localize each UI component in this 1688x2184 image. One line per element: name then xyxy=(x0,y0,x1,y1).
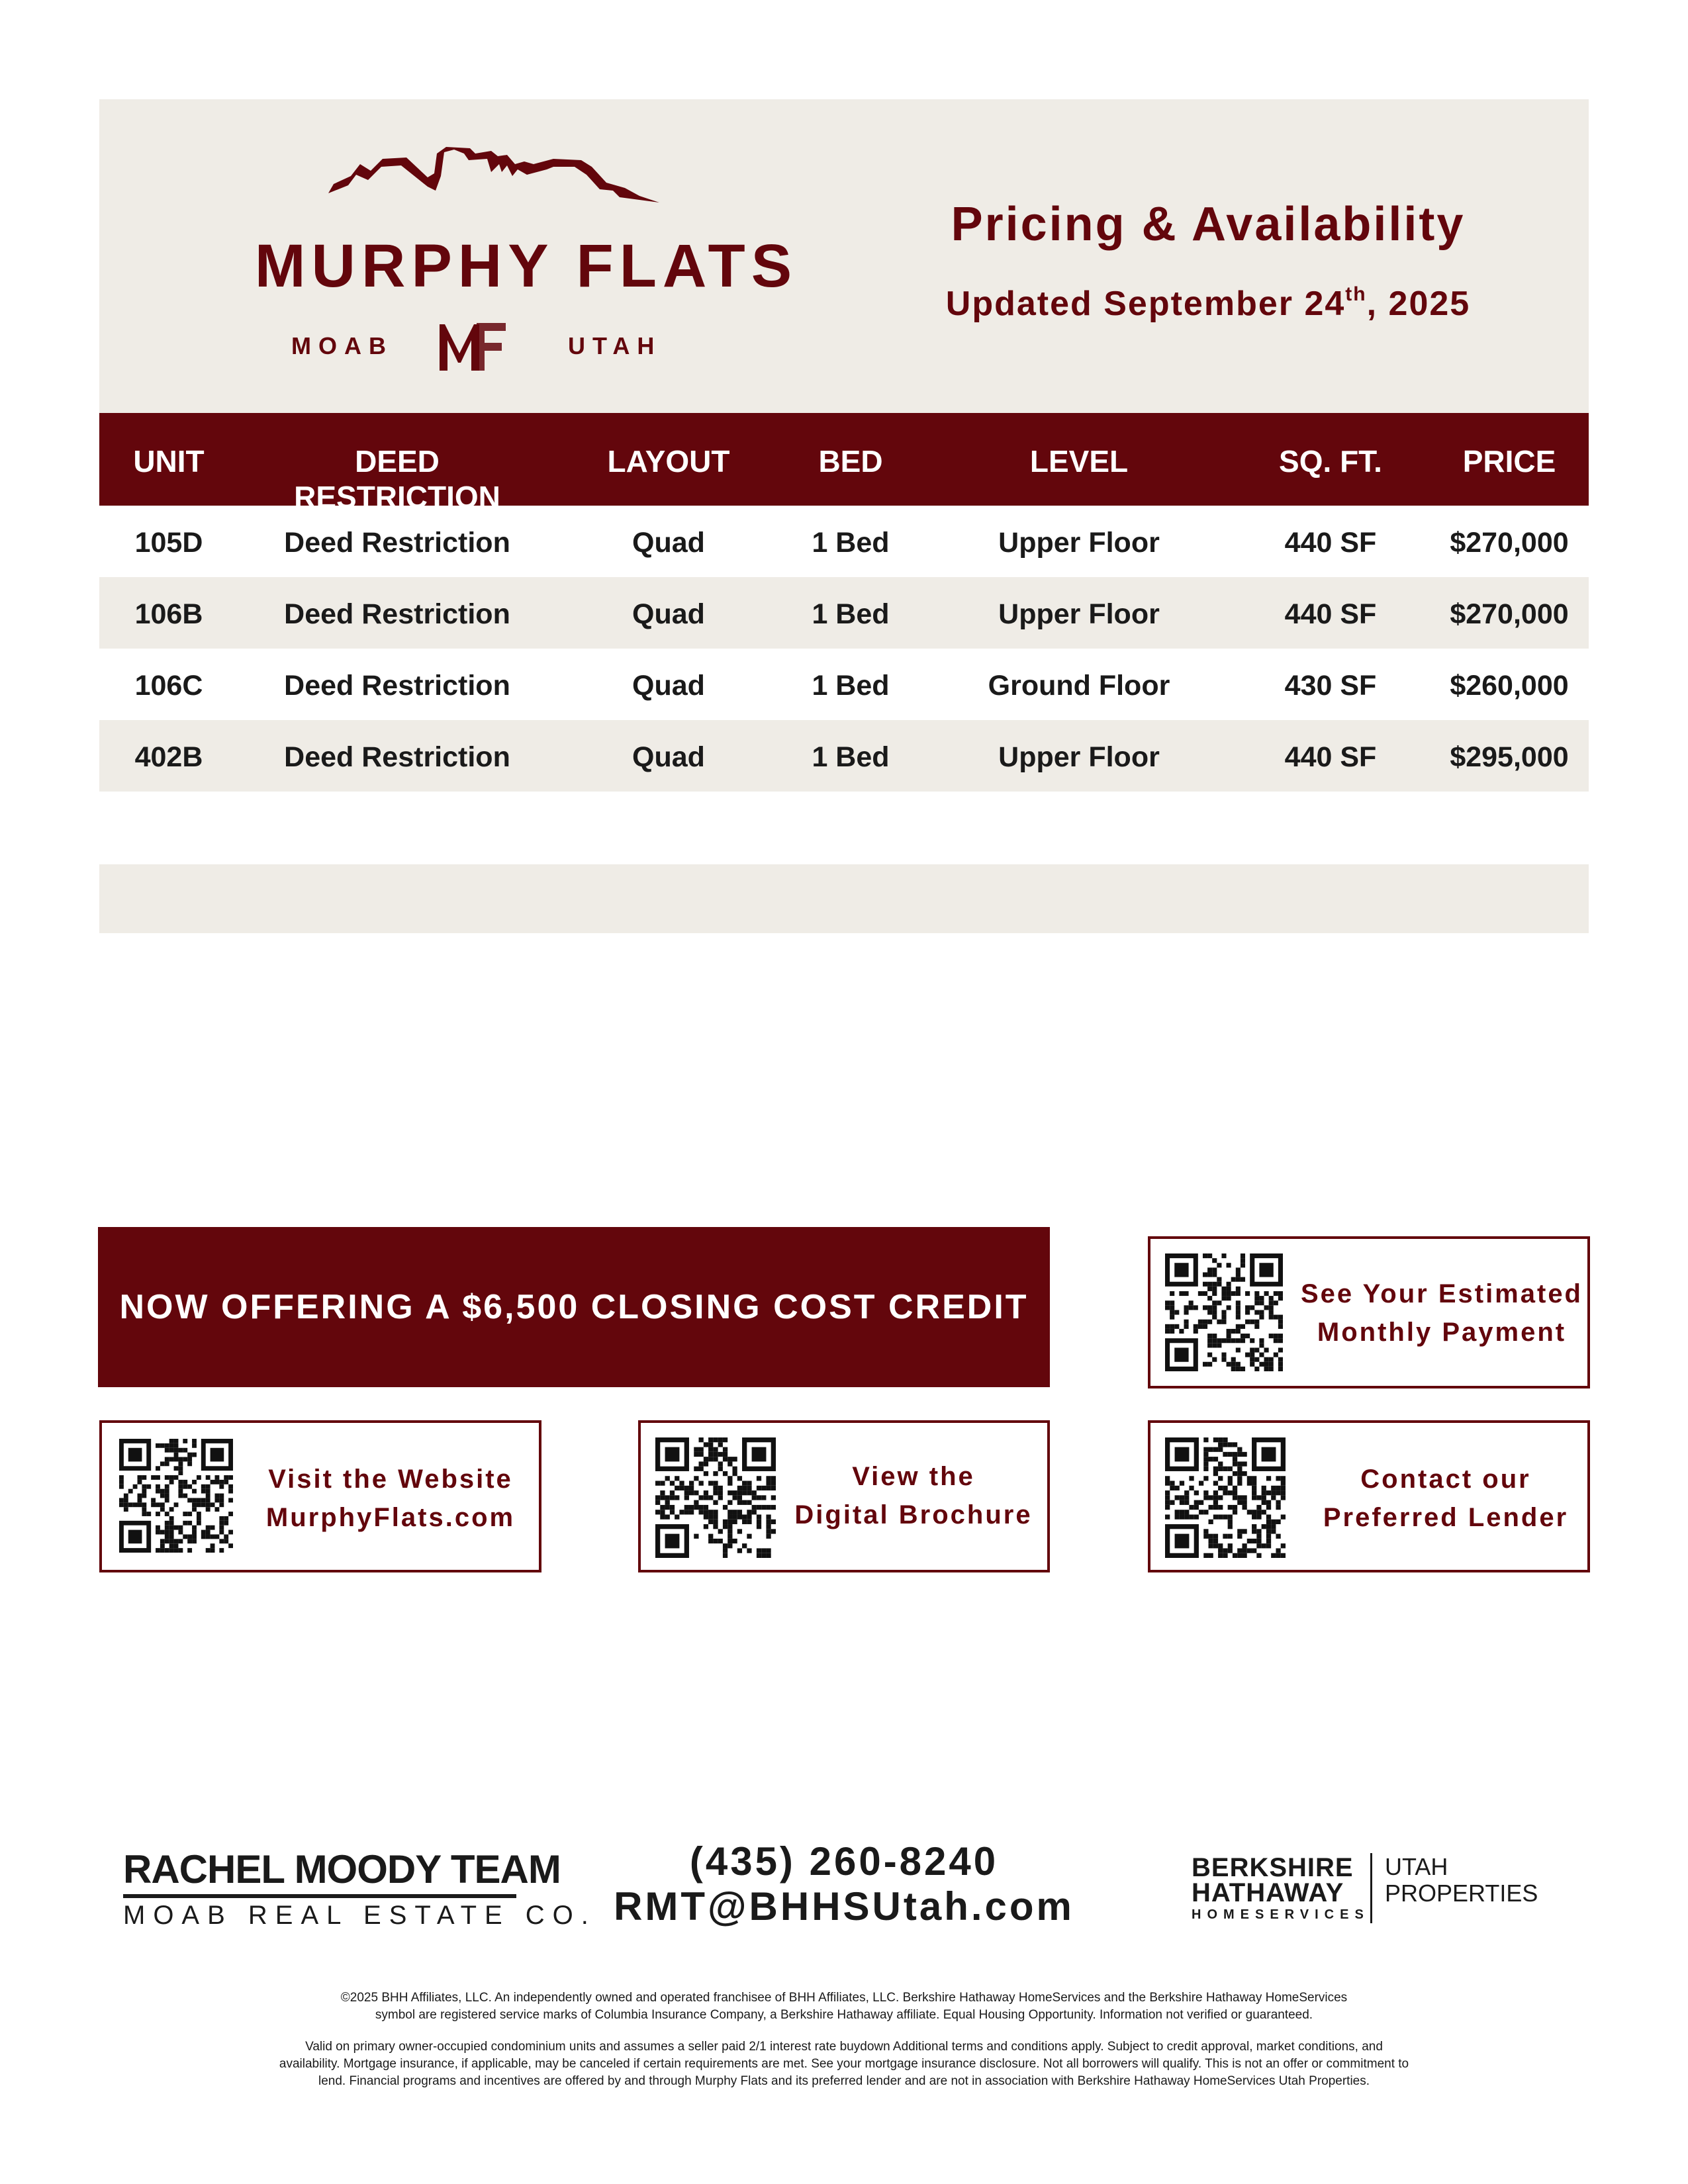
updated-date: Updated September 24th, 2025 xyxy=(945,283,1471,323)
cell-bed: 1 Bed xyxy=(812,527,890,559)
logo-title: MURPHY FLATS xyxy=(254,232,798,300)
legal-terms: Valid on primary owner-occupied condominium units and assumes a seller paid 2/1 interest rate buydown Additional terms and conditions apply. Subject to credit approval, market conditions, and availability. Mortgage insurance, if applicable, may be canceled if certain requirements are met. See your mortgage insurance disclosure. Not all borrowers will qualify. This is not an offer or commitment to lend. Financial programs and incentives are offered by and through Murphy Flats and its preferred lender and are not in association with Berkshire Hathaway HomeServices Utah Properties. xyxy=(279,2040,1409,2088)
cell-layout: Quad xyxy=(632,598,705,630)
cell-deed: Deed Restriction xyxy=(284,598,510,630)
table-row xyxy=(99,720,1589,792)
column-header-price: PRICE xyxy=(1462,444,1556,478)
cell-price: $270,000 xyxy=(1450,598,1569,630)
column-header-deed: DEED RESTRICTION xyxy=(294,444,500,514)
column-header-bed: BED xyxy=(818,444,883,478)
cell-price: $295,000 xyxy=(1450,741,1569,773)
cell-bed: 1 Bed xyxy=(812,598,890,630)
qr-card-website[interactable] xyxy=(99,1420,541,1572)
header-band xyxy=(99,99,1589,413)
page-title: Pricing & Availability xyxy=(951,198,1466,251)
qr-card-brochure[interactable] xyxy=(638,1420,1050,1572)
column-header-layout: LAYOUT xyxy=(607,444,730,478)
team-subtitle: MOAB REAL ESTATE CO. xyxy=(123,1901,596,1930)
cell-bed: 1 Bed xyxy=(812,670,890,702)
qr-card-label: See Your Estimated Monthly Payment xyxy=(1301,1279,1583,1347)
column-header-unit: UNIT xyxy=(133,444,205,478)
contact-phone[interactable]: (435) 260-8240 xyxy=(689,1839,999,1884)
cell-level: Ground Floor xyxy=(988,670,1170,702)
qr-card-label: View the Digital Brochure xyxy=(794,1462,1033,1529)
table-header-row xyxy=(99,413,1589,514)
promo-banner: NOW OFFERING A $6,500 CLOSING COST CREDIT xyxy=(98,1227,1050,1387)
cell-sqft: 430 SF xyxy=(1284,670,1377,702)
bh-logo-line1: BERKSHIRE xyxy=(1192,1853,1354,1882)
mf-monogram-icon xyxy=(440,319,507,371)
column-header-sqft: SQ. FT. xyxy=(1279,444,1382,478)
bh-logo-line2: HATHAWAY xyxy=(1192,1878,1344,1907)
cell-layout: Quad xyxy=(632,670,705,702)
cell-deed: Deed Restriction xyxy=(284,741,510,773)
qr-code-icon[interactable] xyxy=(1165,1437,1286,1558)
cell-unit: 105D xyxy=(134,527,203,559)
cell-deed: Deed Restriction xyxy=(284,670,510,702)
team-name: RACHEL MOODY TEAM xyxy=(123,1847,561,1891)
qr-card-payment[interactable] xyxy=(1148,1236,1590,1388)
qr-code-icon[interactable] xyxy=(119,1439,233,1553)
qr-card-label: Visit the Website MurphyFlats.com xyxy=(265,1465,516,1532)
cell-price: $260,000 xyxy=(1450,670,1569,702)
table-row xyxy=(99,649,1589,720)
contact-email[interactable]: RMT@BHHSUtah.com xyxy=(614,1884,1074,1929)
bh-logo-divider xyxy=(1370,1853,1372,1923)
cell-level: Upper Floor xyxy=(998,598,1160,630)
cell-price: $270,000 xyxy=(1450,527,1569,559)
bh-region-line1: UTAH xyxy=(1385,1853,1448,1880)
qr-code-icon[interactable] xyxy=(1165,1253,1283,1371)
cell-deed: Deed Restriction xyxy=(284,527,510,559)
team-divider xyxy=(123,1894,516,1898)
cell-sqft: 440 SF xyxy=(1284,598,1377,630)
qr-card-lender[interactable] xyxy=(1148,1420,1590,1572)
qr-card-label: Contact our Preferred Lender xyxy=(1323,1465,1569,1532)
pricing-table xyxy=(99,413,1589,792)
qr-code-icon[interactable] xyxy=(655,1437,776,1558)
table-row xyxy=(99,577,1589,649)
cell-unit: 402B xyxy=(134,741,203,773)
cell-unit: 106C xyxy=(134,670,203,702)
bh-region-line2: PROPERTIES xyxy=(1385,1880,1538,1907)
cell-sqft: 440 SF xyxy=(1284,527,1377,559)
table-row xyxy=(99,506,1589,577)
cell-level: Upper Floor xyxy=(998,527,1160,559)
cell-level: Upper Floor xyxy=(998,741,1160,773)
cell-layout: Quad xyxy=(632,527,705,559)
cell-sqft: 440 SF xyxy=(1284,741,1377,773)
legal-disclaimer: ©2025 BHH Affiliates, LLC. An independently owned and operated franchisee of BHH Affiliates, LLC. Berkshire Hathaway HomeServices and the Berkshire Hathaway HomeServices symbol are registered service marks of Columbia Insurance Company, a Berkshire Hathaway affiliate. Equal Housing Opportunity. Information not verified or guaranteed. xyxy=(340,1991,1348,2022)
cell-bed: 1 Bed xyxy=(812,741,890,773)
column-header-level: LEVEL xyxy=(1029,444,1129,478)
logo-location-left: MOAB xyxy=(291,332,393,359)
empty-table-band xyxy=(99,864,1589,933)
cell-layout: Quad xyxy=(632,741,705,773)
bh-logo-line3: HOMESERVICES xyxy=(1192,1907,1370,1922)
mountain-logo-icon xyxy=(328,147,719,213)
logo-location-right: UTAH xyxy=(568,332,662,359)
cell-unit: 106B xyxy=(134,598,203,630)
